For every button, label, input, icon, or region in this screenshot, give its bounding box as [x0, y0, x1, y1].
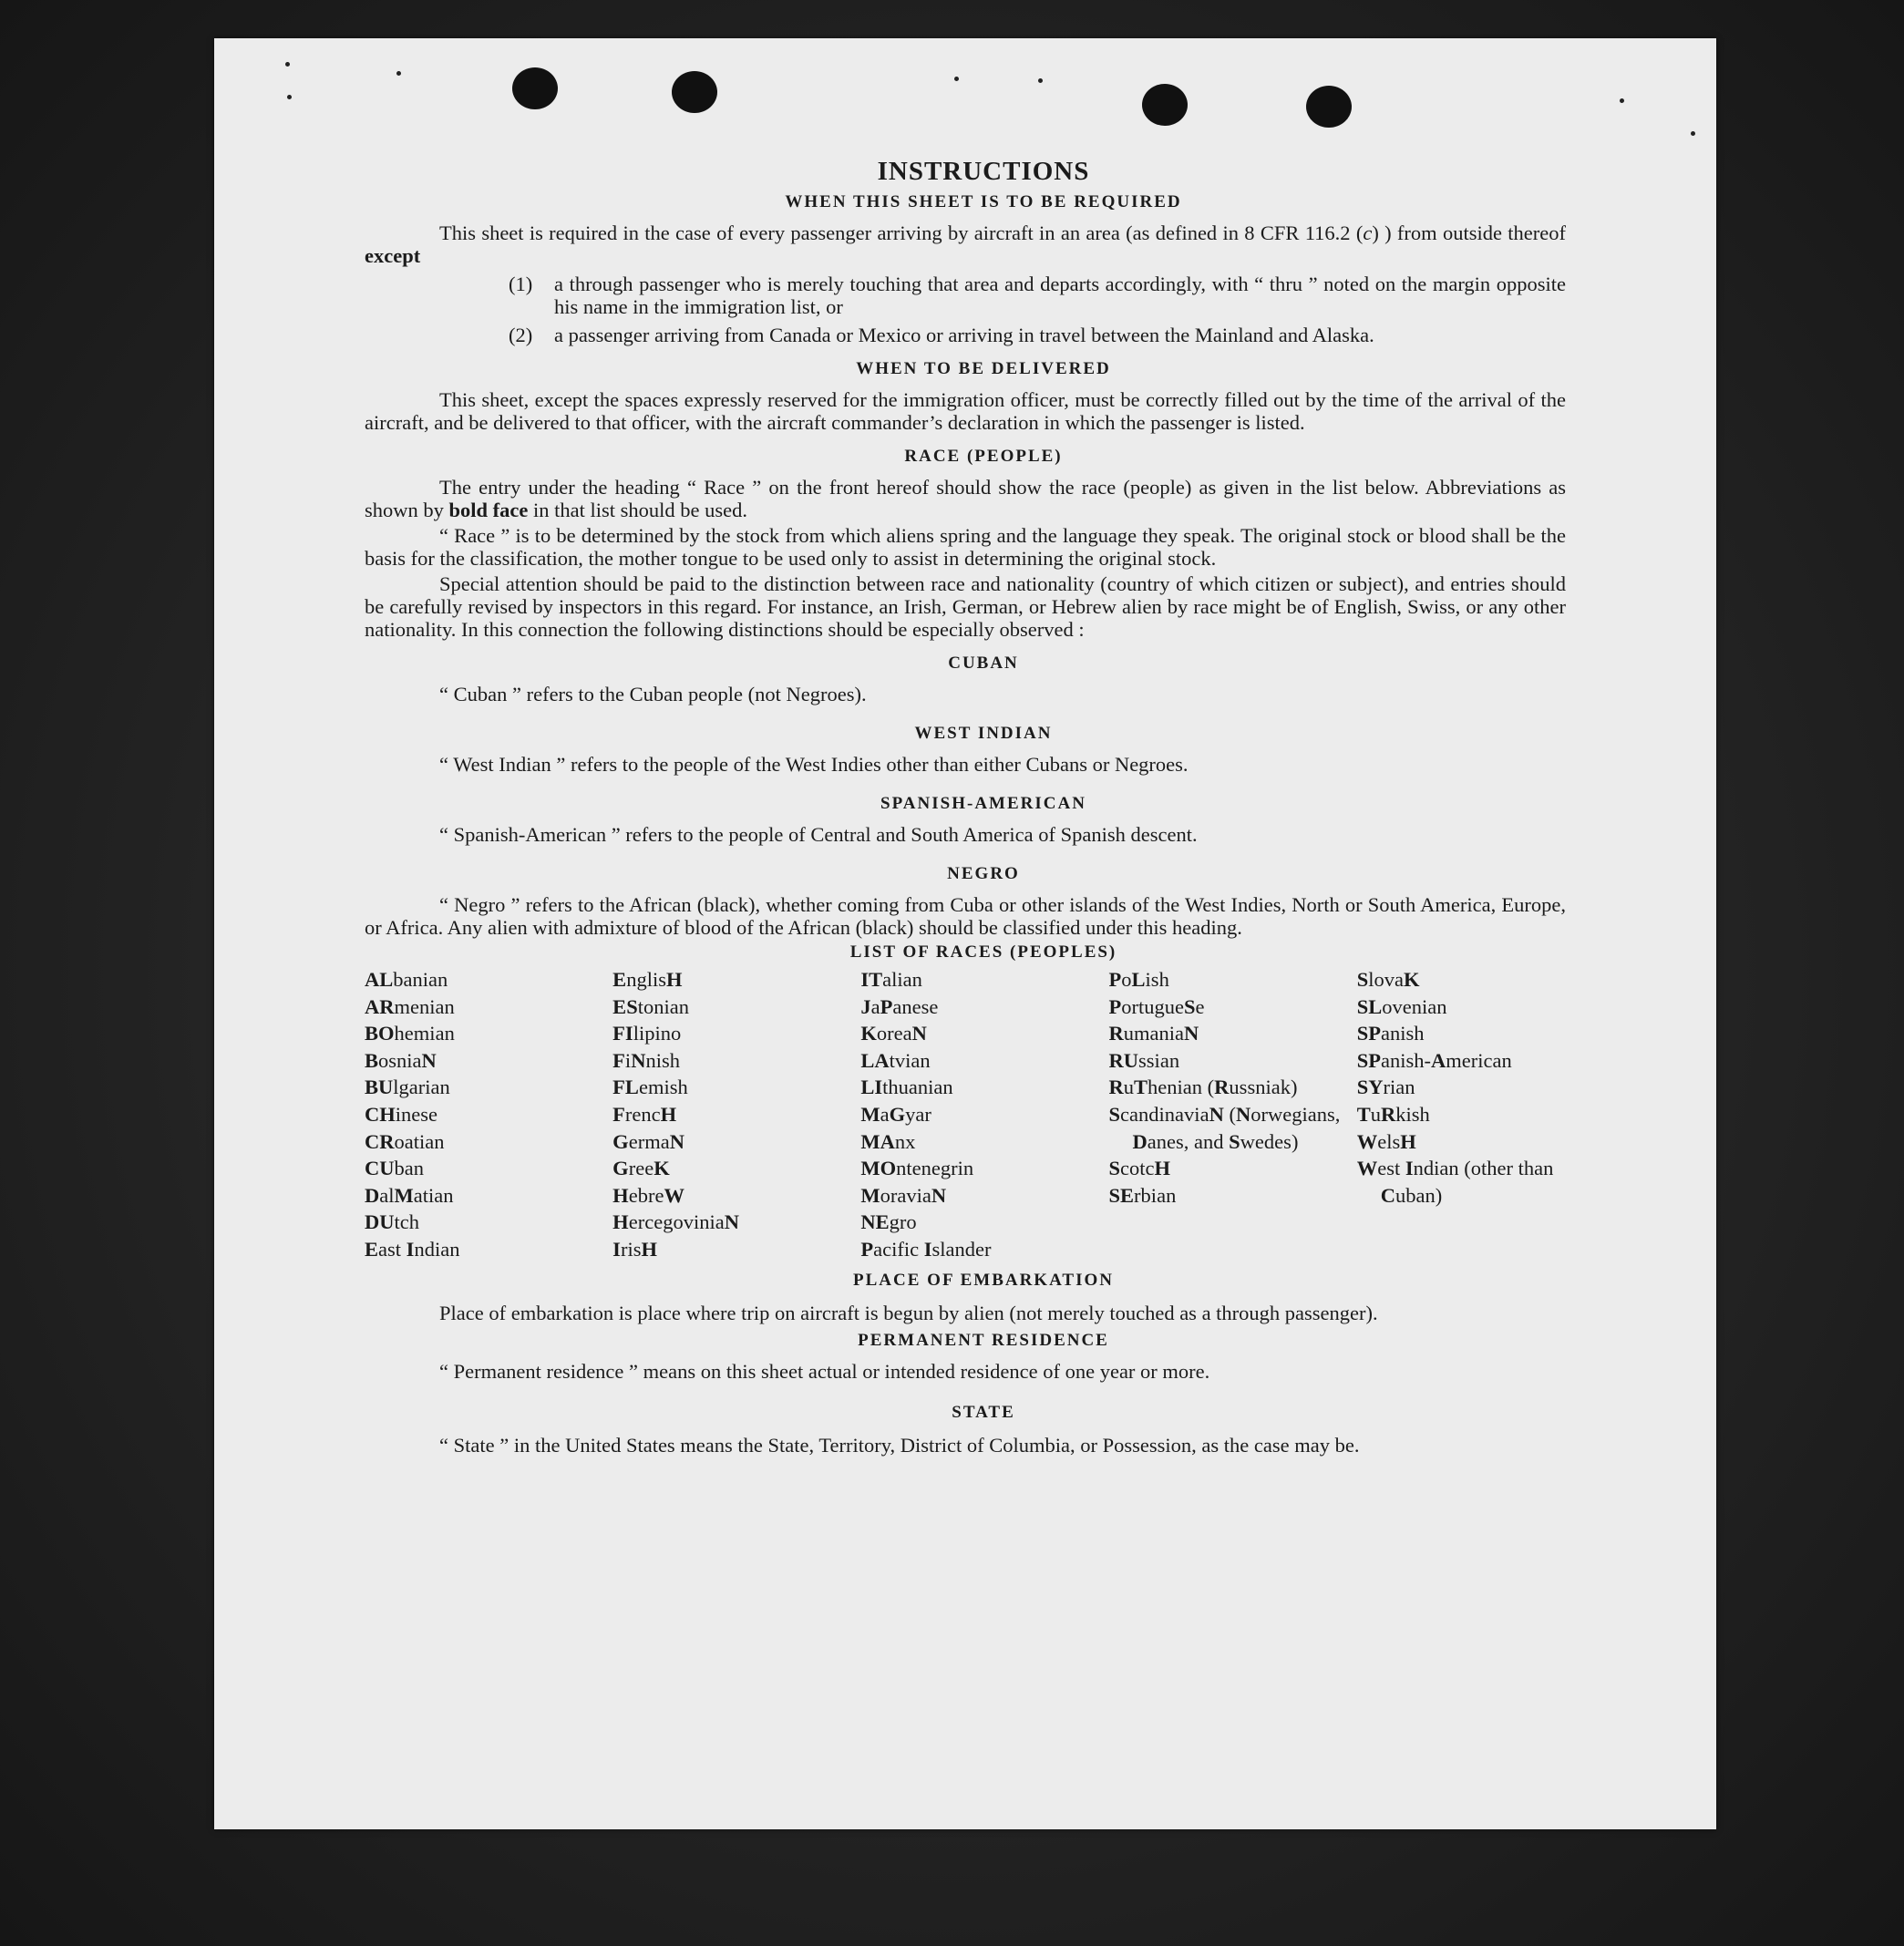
race-entry: East Indian: [365, 1237, 460, 1261]
race-entry: RuThenian (Russniak): [1108, 1076, 1298, 1099]
race-entry: ScandinaviaN (Norwegians, Danes, and Swedes): [1108, 1102, 1341, 1153]
race-entry: DalMatian: [365, 1183, 454, 1207]
spanish-american-text: “ Spanish-American ” refers to the people of Central and South America of Spanish descent.: [439, 823, 1198, 846]
heading-permanent-residence: PERMANENT RESIDENCE: [858, 1330, 1109, 1350]
list-item: (1) a through passenger who is merely touching that area and departs accordingly, with “ thru ” noted on the margin opposite his name in the immigration list, or: [509, 273, 1566, 318]
race-entry: GermaN: [612, 1129, 684, 1153]
race-entry: ITalian: [860, 968, 922, 991]
dust-speck: [285, 62, 290, 67]
document-sheet: [214, 38, 1716, 1829]
race-entry: CRoatian: [365, 1129, 445, 1153]
race-entry: RumaniaN: [1108, 1022, 1199, 1045]
race-entry: MOntenegrin: [860, 1157, 974, 1180]
races-column: [1357, 966, 1566, 1263]
race-entry: PoLish: [1108, 968, 1169, 991]
races-column: [1109, 966, 1357, 1263]
when-required-text: This sheet is required in the case of every passenger arriving by aircraft in an area (as defined in 8 CFR 116.2 (c) ) from outside thereof except: [365, 221, 1566, 267]
race-entry: WelsH: [1356, 1129, 1416, 1153]
negro-text: “ Negro ” refers to the African (black), whether coming from Cuba or other islands of the West Indies, North or South America, Europe, or Africa. Any alien with admixture of blood of the African (black) should be classified under this heading.: [365, 893, 1566, 939]
race-entry: TuRkish: [1356, 1102, 1430, 1126]
punch-hole: [672, 71, 717, 113]
punch-hole: [1306, 86, 1352, 128]
west-indian-text: “ West Indian ” refers to the people of the West Indies other than either Cubans or Negroes.: [439, 753, 1189, 776]
races-list: [365, 966, 1566, 1263]
race-entry: SLovenian: [1356, 994, 1447, 1018]
race-entry: JaPanese: [860, 994, 939, 1018]
race-entry: HebreW: [612, 1183, 684, 1207]
race-entry: FrencH: [612, 1102, 677, 1126]
race-entry: DUtch: [365, 1210, 420, 1234]
race-entry: PortugueSe: [1108, 994, 1205, 1018]
race-entry: EStonian: [612, 994, 689, 1018]
race-entry: SErbian: [1108, 1183, 1177, 1207]
race-entry: Pacific Islander: [860, 1237, 992, 1261]
race-entry: SPanish-American: [1356, 1048, 1512, 1072]
instructions-content: [365, 157, 1566, 1459]
race-entry: NEgro: [860, 1210, 917, 1234]
race-entry: BOhemian: [365, 1022, 455, 1045]
heading-race: RACE (PEOPLE): [904, 447, 1063, 466]
race-entry: BUlgarian: [365, 1076, 450, 1099]
heading-list-of-races: LIST OF RACES (PEOPLES): [849, 942, 1117, 962]
race-entry: LAtvian: [860, 1048, 931, 1072]
race-entry: MAnx: [860, 1129, 916, 1153]
heading-cuban: CUBAN: [948, 654, 1019, 673]
embarkation-text: Place of embarkation is place where trip on aircraft is begun by alien (not merely touched as a through passenger).: [439, 1301, 1378, 1324]
heading-when-required: WHEN THIS SHEET IS TO BE REQUIRED: [785, 192, 1182, 211]
heading-state: STATE: [952, 1402, 1015, 1422]
race-entry: ScotcH: [1108, 1157, 1171, 1180]
dust-speck: [287, 95, 292, 99]
dust-speck: [1620, 98, 1624, 103]
permanent-residence-text: “ Permanent residence ” means on this sheet actual or intended residence of one year or more.: [439, 1359, 1210, 1383]
race-entry: FiNnish: [612, 1048, 680, 1072]
cuban-text: “ Cuban ” refers to the Cuban people (not Negroes).: [439, 683, 867, 705]
race-entry: EnglisH: [612, 968, 683, 991]
race-entry: West Indian (other than Cuban): [1356, 1157, 1554, 1207]
dust-speck: [396, 71, 401, 76]
race-entry: SPanish: [1356, 1022, 1425, 1045]
race-entry: GreeK: [612, 1157, 670, 1180]
races-column: [612, 966, 860, 1263]
race-text-2: “ Race ” is to be determined by the stock from which aliens spring and the language they speak. The original stock or blood shall be the basis for the classification, the mother tongue to be used only to assist in determining the original stock.: [365, 524, 1566, 570]
page-title: INSTRUCTIONS: [877, 157, 1090, 186]
heading-when-delivered: WHEN TO BE DELIVERED: [856, 359, 1111, 378]
state-text: “ State ” in the United States means the State, Territory, District of Columbia, or Possession, as the case may be.: [439, 1433, 1360, 1457]
heading-west-indian: WEST INDIAN: [914, 724, 1053, 743]
heading-spanish-american: SPANISH-AMERICAN: [880, 794, 1086, 813]
race-entry: MoraviaN: [860, 1183, 947, 1207]
race-entry: IrisH: [612, 1237, 657, 1261]
list-item: (2) a passenger arriving from Canada or Mexico or arriving in travel between the Mainland and Alaska.: [509, 324, 1374, 346]
punch-hole: [512, 67, 558, 109]
race-entry: KoreaN: [860, 1022, 927, 1045]
race-entry: HercegoviniaN: [612, 1210, 739, 1234]
race-entry: BosniaN: [365, 1048, 437, 1072]
race-text-1: The entry under the heading “ Race ” on the front hereof should show the race (people) as given in the list below. Abbreviations as shown by bold face in that list should be used.: [365, 476, 1566, 521]
dust-speck: [954, 77, 959, 81]
heading-embarkation: PLACE OF EMBARKATION: [853, 1270, 1114, 1290]
when-delivered-text: This sheet, except the spaces expressly reserved for the immigration officer, must be correctly filled out by the time of the arrival of the aircraft, and be delivered to that officer, with the aircraft commander’s declaration in which the passenger is listed.: [365, 388, 1566, 434]
race-entry: CUban: [365, 1157, 424, 1180]
race-entry: SYrian: [1356, 1076, 1415, 1099]
dust-speck: [1691, 131, 1695, 136]
race-entry: RUssian: [1108, 1048, 1180, 1072]
heading-negro: NEGRO: [947, 864, 1020, 883]
race-text-3: Special attention should be paid to the distinction between race and nationality (country of which citizen or subject), and entries should be carefully revised by inspectors in this regard. For instance, an Irish, German, or Hebrew alien by race might be of English, Swiss, or any other nationality. In this connection the following distinctions should be especially observed :: [365, 572, 1566, 641]
race-entry: ARmenian: [365, 994, 455, 1018]
race-entry: CHinese: [365, 1102, 438, 1126]
races-column: [860, 966, 1108, 1263]
race-entry: ALbanian: [365, 968, 448, 991]
races-column: [365, 966, 612, 1263]
race-entry: LIthuanian: [860, 1076, 953, 1099]
race-entry: SlovaK: [1356, 968, 1420, 991]
punch-hole: [1142, 84, 1188, 126]
race-entry: MaGyar: [860, 1102, 931, 1126]
race-entry: FIlipino: [612, 1022, 682, 1045]
dust-speck: [1038, 78, 1043, 83]
race-entry: FLemish: [612, 1076, 688, 1099]
